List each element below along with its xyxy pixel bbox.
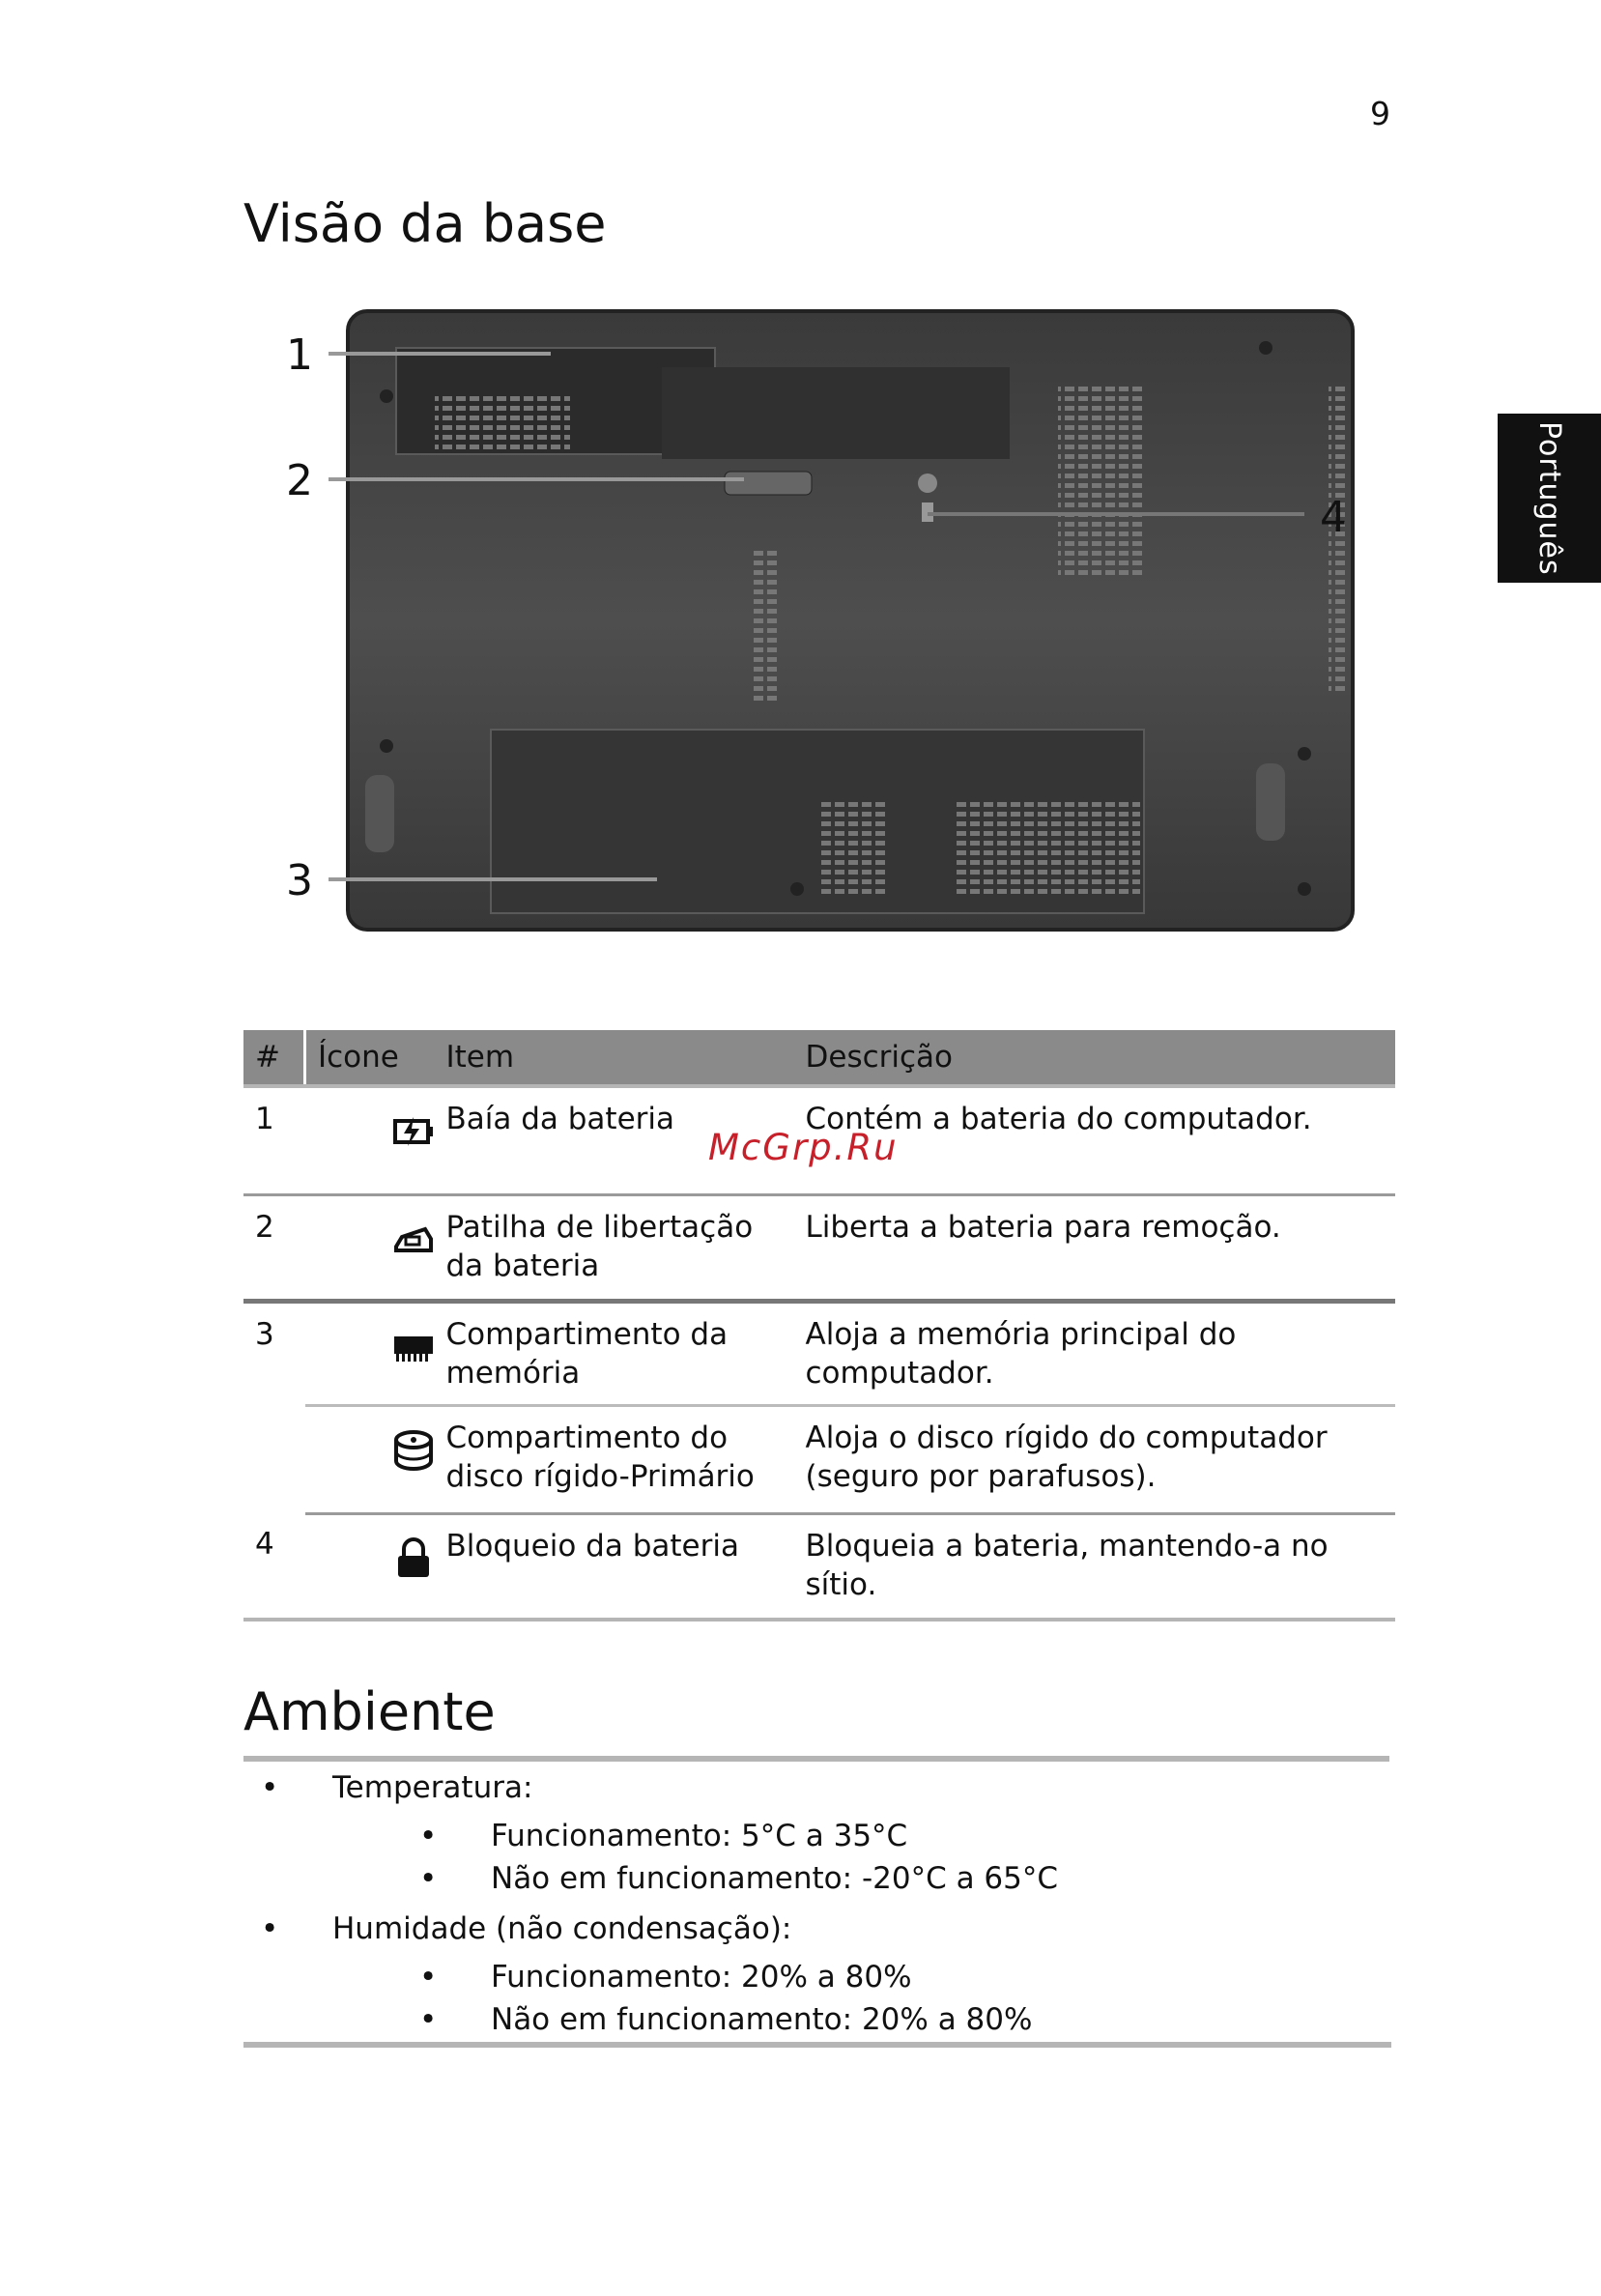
row-number: 2 xyxy=(243,1194,305,1301)
watermark: McGrp.Ru xyxy=(708,1127,899,1168)
row-description: Bloqueia a bateria, mantendo-a no sítio. xyxy=(794,1513,1396,1620)
callout-4: 4 xyxy=(1320,493,1347,542)
table-header-row xyxy=(243,1030,1395,1086)
table-row xyxy=(243,1513,1395,1620)
header-number: # xyxy=(243,1030,305,1086)
list-item-label: Humidade (não condensação): xyxy=(332,1911,792,1946)
row-item: Bloqueio da bateria xyxy=(435,1513,794,1620)
row-description: Aloja a memória principal do computador. xyxy=(794,1301,1396,1405)
memory-icon xyxy=(392,1325,435,1367)
icon-cell xyxy=(305,1301,435,1405)
laptop-base-figure xyxy=(280,309,1382,937)
page-number: 9 xyxy=(1370,95,1390,132)
row-item: Compartimento do disco rígido-Primário xyxy=(435,1405,794,1513)
row-number: 1 xyxy=(243,1086,305,1194)
row-item: Baía da bateria xyxy=(435,1086,794,1194)
icon-cell xyxy=(305,1194,435,1301)
battery-release-latch-icon xyxy=(392,1218,435,1260)
list-item xyxy=(243,1766,1395,1900)
icon-cell xyxy=(305,1405,435,1513)
language-tab xyxy=(1498,414,1601,583)
header-description: Descrição xyxy=(794,1030,1396,1086)
list-item-label: Temperatura: xyxy=(332,1770,533,1805)
base-items-table xyxy=(243,1030,1395,1622)
icon-cell xyxy=(305,1513,435,1620)
list-item: • Funcionamento: 20% a 80% xyxy=(332,1956,1395,1998)
callout-2: 2 xyxy=(286,456,313,505)
header-item: Item xyxy=(435,1030,794,1086)
list-item: • Funcionamento: 5°C a 35°C xyxy=(332,1815,1395,1857)
list-item: • Não em funcionamento: -20°C a 65°C xyxy=(332,1857,1395,1900)
row-description: Liberta a bateria para remoção. xyxy=(794,1194,1396,1301)
table-row xyxy=(243,1405,1395,1513)
battery-bay-icon xyxy=(392,1109,435,1152)
row-number: 4 xyxy=(243,1513,305,1620)
section-title-base-view: Visão da base xyxy=(243,193,607,254)
icon-cell xyxy=(305,1086,435,1194)
language-tab-label: Português xyxy=(1532,420,1566,576)
list-item xyxy=(243,1908,1395,2041)
battery-lock-icon xyxy=(392,1536,435,1579)
section-title-environment: Ambiente xyxy=(243,1681,496,1742)
header-icon: Ícone xyxy=(305,1030,435,1086)
list-item: • Não em funcionamento: 20% a 80% xyxy=(332,1998,1395,2041)
row-item: Compartimento da memória xyxy=(435,1301,794,1405)
hard-disk-icon xyxy=(392,1428,435,1471)
callout-3: 3 xyxy=(286,856,313,905)
environment-list xyxy=(243,1759,1395,2047)
divider xyxy=(243,2042,1391,2048)
row-description: Aloja o disco rígido do computador (seguro por parafusos). xyxy=(794,1405,1396,1513)
row-item: Patilha de libertação da bateria xyxy=(435,1194,794,1301)
row-description: Contém a bateria do computador. xyxy=(794,1086,1396,1194)
table-row xyxy=(243,1194,1395,1301)
callout-1: 1 xyxy=(286,330,313,380)
row-number: 3 xyxy=(255,1316,274,1352)
table-row xyxy=(243,1301,1395,1405)
